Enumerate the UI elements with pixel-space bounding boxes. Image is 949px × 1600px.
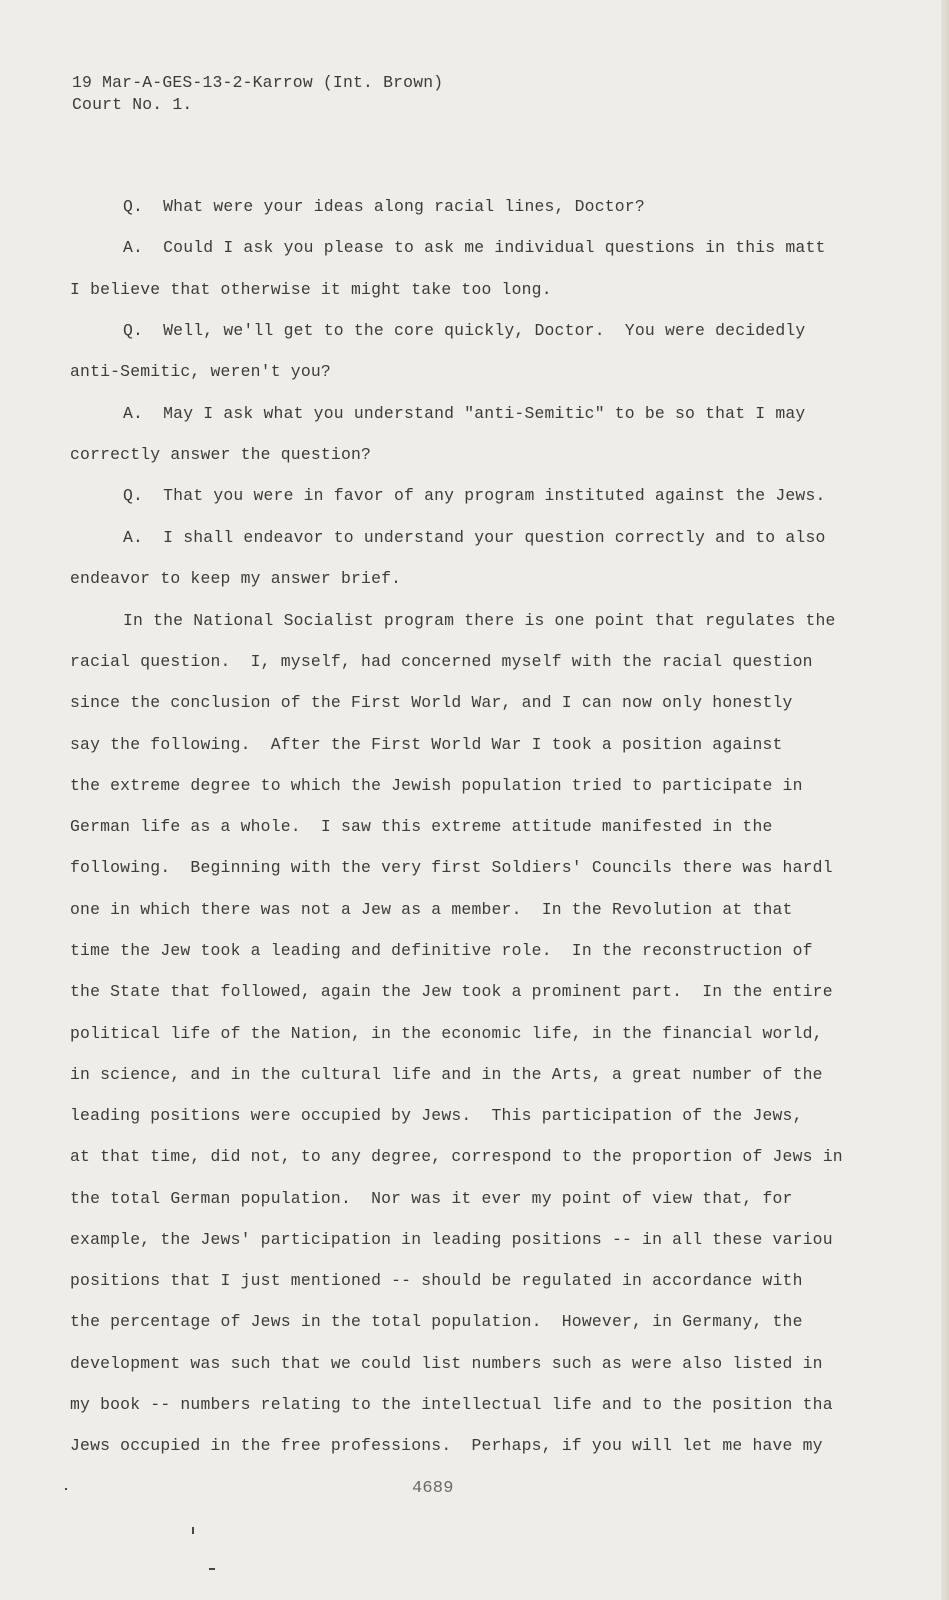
transcript-line: A. I shall endeavor to understand your question correctly and to also <box>123 528 826 547</box>
header-case-line: 19 Mar-A-GES-13-2-Karrow (Int. Brown) <box>72 73 444 92</box>
paper-speck <box>209 1568 215 1570</box>
transcript-line: correctly answer the question? <box>70 445 372 464</box>
transcript-line: German life as a whole. I saw this extreme attitude manifested in the <box>70 817 773 836</box>
transcript-line: A. Could I ask you please to ask me individual questions in this matt <box>123 238 826 257</box>
transcript-line: following. Beginning with the very first Soldiers' Councils there was hardl <box>70 858 833 877</box>
transcript-line: In the National Socialist program there is one point that regulates the <box>123 611 836 630</box>
transcript-line: at that time, did not, to any degree, correspond to the proportion of Jews in <box>70 1147 843 1166</box>
transcript-line: Q. That you were in favor of any program instituted against the Jews. <box>123 486 826 505</box>
transcript-line: the State that followed, again the Jew took a prominent part. In the entire <box>70 982 833 1001</box>
transcript-line: in science, and in the cultural life and in the Arts, a great number of the <box>70 1065 823 1084</box>
transcript-line: A. May I ask what you understand "anti-Semitic" to be so that I may <box>123 404 806 423</box>
transcript-line: Jews occupied in the free professions. Perhaps, if you will let me have my <box>70 1436 823 1455</box>
transcript-line: positions that I just mentioned -- should be regulated in accordance with <box>70 1271 803 1290</box>
transcript-line: Q. Well, we'll get to the core quickly, Doctor. You were decidedly <box>123 321 806 340</box>
transcript-line: endeavor to keep my answer brief. <box>70 569 402 588</box>
header-court-line: Court No. 1. <box>72 95 193 114</box>
transcript-line: racial question. I, myself, had concerned myself with the racial question <box>70 652 813 671</box>
transcript-line: time the Jew took a leading and definitive role. In the reconstruction of <box>70 941 813 960</box>
transcript-line: the percentage of Jews in the total population. However, in Germany, the <box>70 1312 803 1331</box>
transcript-line: anti-Semitic, weren't you? <box>70 362 331 381</box>
transcript-line: leading positions were occupied by Jews. This participation of the Jews, <box>70 1106 803 1125</box>
transcript-line: my book -- numbers relating to the intellectual life and to the position tha <box>70 1395 833 1414</box>
transcript-line: since the conclusion of the First World War, and I can now only honestly <box>70 693 793 712</box>
transcript-line: one in which there was not a Jew as a member. In the Revolution at that <box>70 900 793 919</box>
transcript-line: political life of the Nation, in the economic life, in the financial world, <box>70 1024 823 1043</box>
transcript-line: Q. What were your ideas along racial lines, Doctor? <box>123 197 645 216</box>
transcript-line: example, the Jews' participation in leading positions -- in all these variou <box>70 1230 833 1249</box>
paper-speck <box>65 1488 67 1490</box>
transcript-line: say the following. After the First World War I took a position against <box>70 735 783 754</box>
transcript-line: the extreme degree to which the Jewish population tried to participate in <box>70 776 803 795</box>
transcript-line: development was such that we could list numbers such as were also listed in <box>70 1354 823 1373</box>
transcript-line: the total German population. Nor was it ever my point of view that, for <box>70 1189 793 1208</box>
page-number: 4689 <box>412 1479 454 1498</box>
transcript-line: I believe that otherwise it might take too long. <box>70 280 552 299</box>
paper-speck <box>192 1527 194 1534</box>
page-edge <box>941 0 949 1600</box>
